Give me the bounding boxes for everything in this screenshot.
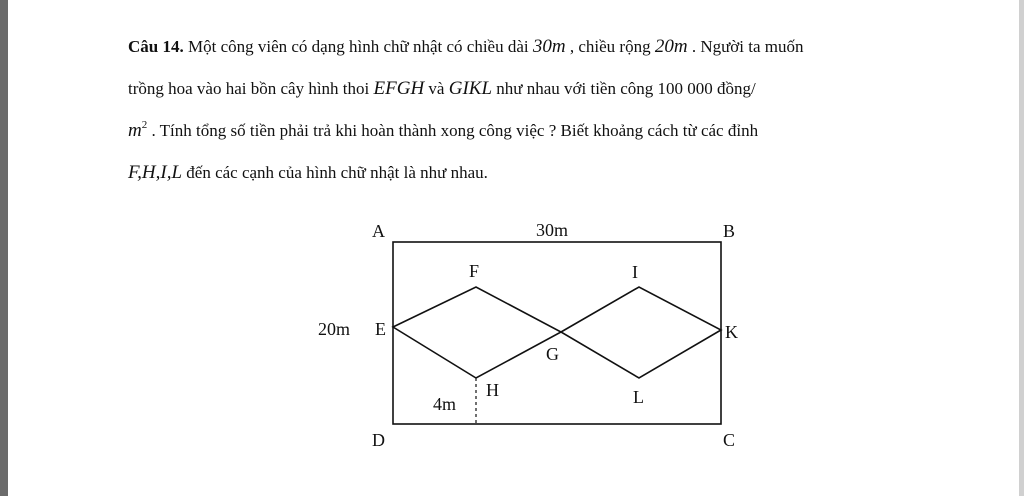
window-right-edge	[1019, 0, 1024, 496]
rhombus-gikl: GIKL	[448, 78, 493, 99]
problem-line-1: Câu 14. Một công viên có dạng hình chữ nhật có chiều dài 30m , chiều rộng 20m . Người ta muốn	[128, 36, 804, 57]
unit-m: m	[128, 120, 142, 141]
window-left-edge	[0, 0, 8, 496]
distance-label: 4m	[433, 394, 457, 414]
park-diagram	[300, 212, 770, 462]
label-e: E	[375, 319, 386, 339]
label-h: H	[486, 380, 499, 400]
rhombus-efgh: EFGH	[373, 78, 425, 99]
problem-label: Câu 14.	[128, 37, 184, 56]
problem-line-2: trồng hoa vào hai bồn cây hình thoi EFGH và GIKL như nhau với tiền công 100 000 đồng/	[128, 78, 756, 99]
label-l: L	[633, 387, 644, 407]
problem-text	[128, 26, 958, 194]
vertex-list: F,H,I,L	[128, 162, 183, 183]
label-b: B	[723, 221, 736, 241]
label-k: K	[725, 322, 738, 342]
label-a: A	[372, 221, 385, 241]
label-c: C	[723, 430, 736, 450]
width-label: 20m	[318, 319, 351, 339]
length-value: 30m	[532, 36, 566, 57]
problem-line-4: F,H,I,L đến các cạnh của hình chữ nhật là như nhau.	[128, 162, 488, 183]
problem-line-3: $m^2$ . Tính tổng số tiền phải trả khi hoàn thành xong công việc ? Biết khoảng cách từ các đỉnh	[128, 119, 759, 141]
label-i: I	[632, 262, 638, 282]
length-label: 30m	[536, 220, 569, 240]
rhombus-gikl-shape	[561, 287, 721, 378]
label-g: G	[546, 344, 559, 364]
label-f: F	[469, 261, 480, 281]
rhombus-efgh-shape	[393, 287, 561, 378]
unit-exponent: 2	[141, 119, 148, 131]
label-d: D	[372, 430, 385, 450]
width-value: 20m	[654, 36, 688, 57]
